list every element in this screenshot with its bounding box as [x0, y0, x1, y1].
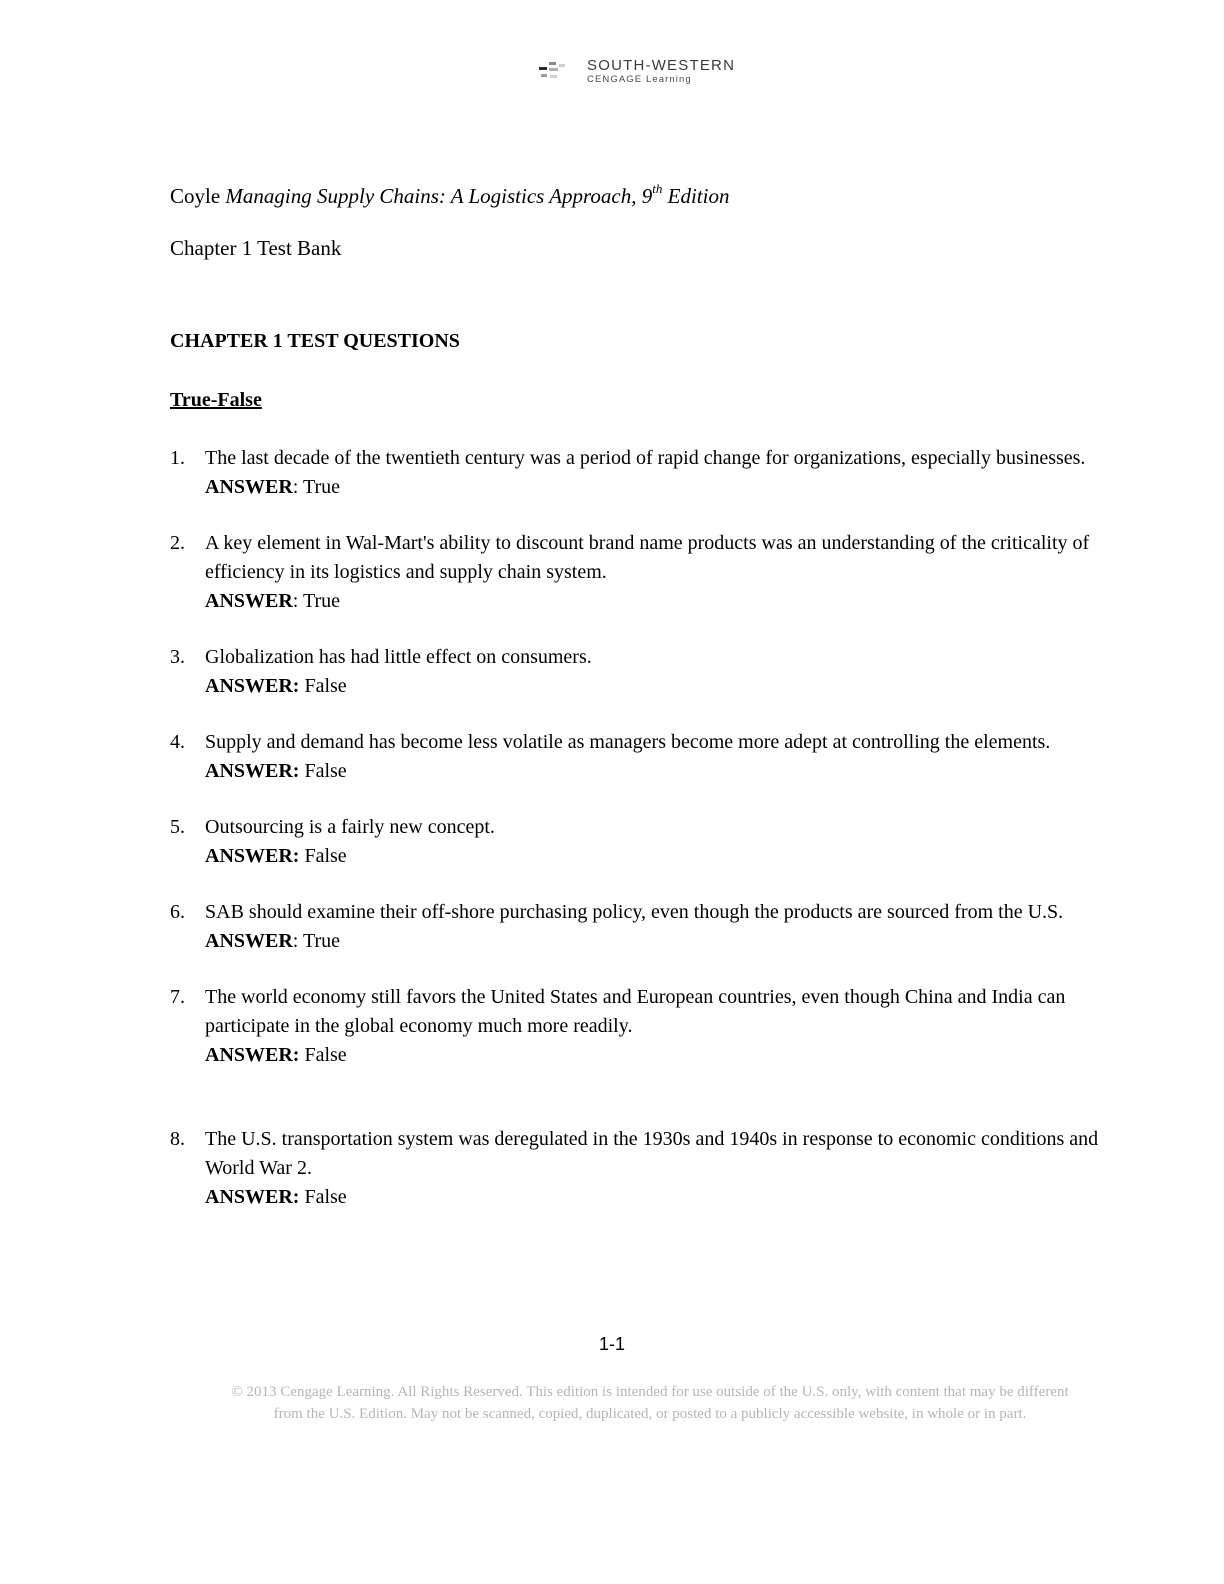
answer-value: True [303, 476, 341, 498]
question-number: 8. [170, 1128, 185, 1150]
question-text: The last decade of the twentieth century was a period of rapid change for organizations, especially businesses. [205, 447, 1086, 469]
answer-label: ANSWER: [205, 845, 300, 867]
book-title-line [170, 181, 730, 209]
question-text: SAB should examine their off-shore purchasing policy, even though the products are sourced from the U.S. [205, 901, 1064, 923]
answer-label: ANSWER: [205, 675, 300, 697]
answer-line [205, 757, 1100, 786]
question-number: 5. [170, 816, 185, 838]
question-item [170, 898, 1100, 956]
edition-suffix: th [652, 181, 663, 196]
question-number: 3. [170, 646, 185, 668]
question-text: A key element in Wal-Mart's ability to discount brand name products was an understanding of the criticality of efficiency in its logistics and supply chain system. [205, 532, 1090, 583]
question-item [170, 529, 1100, 616]
answer-value: False [304, 675, 347, 697]
answer-label: ANSWER [205, 590, 293, 612]
copyright-line-2: from the U.S. Edition. May not be scanned, copied, duplicated, or posted to a publicly accessible website, in whole or in part. [273, 1406, 1027, 1422]
edition-number: 9 [641, 184, 653, 208]
question-number: 2. [170, 532, 185, 554]
answer-value: False [304, 760, 347, 782]
answer-value: False [304, 1186, 347, 1208]
logo-line-2: CENGAGE Learning [587, 74, 692, 85]
answer-line: ANSWER: True [205, 930, 341, 952]
answer-line [205, 842, 1100, 871]
answer-label: ANSWER: [205, 760, 300, 782]
copyright-footer [170, 1381, 1130, 1425]
page-number: 1-1 [598, 1334, 625, 1354]
question-item [170, 643, 1100, 701]
question-text: Globalization has had little effect on consumers. [205, 646, 592, 668]
cengage-logo-icon [537, 58, 571, 84]
question-text: Supply and demand has become less volatile as managers become more adept at controlling the elements. [205, 731, 1051, 753]
question-item [170, 983, 1100, 1070]
answer-value: False [304, 1044, 347, 1066]
question-number: 6. [170, 901, 185, 923]
copyright-line-1: © 2013 Cengage Learning. All Rights Reserved. This edition is intended for use outside of the U.S. only, with content that may be different [231, 1384, 1069, 1400]
answer-line [205, 672, 1100, 701]
answer-label: ANSWER: [205, 1186, 300, 1208]
question-number: 1. [170, 447, 185, 469]
document-subtitle: Chapter 1 Test Bank [170, 236, 342, 260]
question-number: 4. [170, 731, 185, 753]
answer-label: ANSWER: [205, 1044, 300, 1066]
question-item [170, 728, 1100, 786]
answer-line [205, 1183, 1100, 1212]
question-text: Outsourcing is a fairly new concept. [205, 816, 495, 838]
question-text: The U.S. transportation system was deregulated in the 1930s and 1940s in response to economic conditions and World War 2. [205, 1128, 1099, 1179]
answer-line: ANSWER: True [205, 590, 341, 612]
section-heading: CHAPTER 1 TEST QUESTIONS [170, 330, 460, 352]
question-item [170, 1125, 1100, 1212]
answer-line [205, 1041, 1100, 1070]
question-item [170, 813, 1100, 871]
question-list [170, 444, 1100, 1239]
author: Coyle [170, 184, 221, 208]
logo-line-1: SOUTH-WESTERN [587, 57, 736, 74]
answer-label: ANSWER [205, 930, 293, 952]
answer-label: ANSWER [205, 476, 293, 498]
book-title: Managing Supply Chains: A Logistics Approach, 9th Edition [225, 181, 730, 208]
question-item [170, 444, 1100, 502]
answer-value: True [303, 930, 341, 952]
subsection-heading: True-False [170, 389, 262, 411]
answer-value: False [304, 845, 347, 867]
answer-value: True [303, 590, 341, 612]
publisher-logo [537, 56, 787, 90]
question-number: 7. [170, 986, 185, 1008]
edition-word: Edition [667, 184, 730, 208]
question-text: The world economy still favors the United States and European countries, even though China and India can participate in the global economy much more readily. [205, 986, 1066, 1037]
answer-line: ANSWER: True [205, 476, 341, 498]
